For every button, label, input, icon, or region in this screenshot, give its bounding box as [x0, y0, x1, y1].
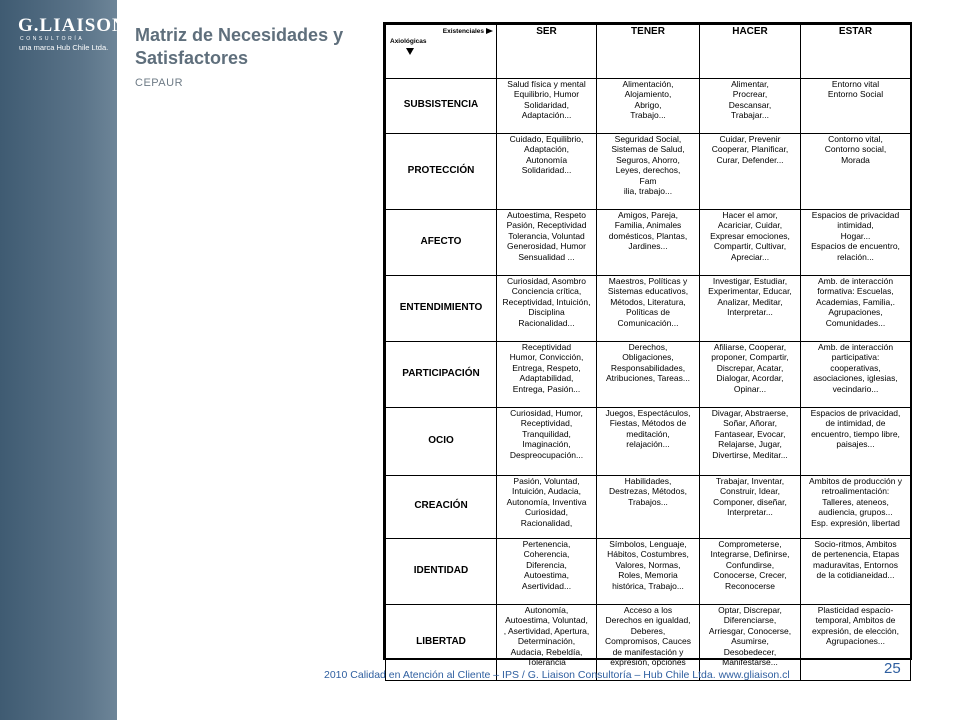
- matrix-cell: Habilidades, Destrezas, Métodos, Trabajos...: [597, 475, 700, 538]
- matrix-cell: Amb. de interacción formativa: Escuelas, Academias, Familia,. Agrupaciones, Comunidades...: [801, 275, 911, 341]
- matrix-cell: Alimentación, Alojamiento, Abrigo, Trabajo...: [597, 78, 700, 133]
- matrix-cell: Acceso a los Derechos en igualdad, Deberes, Compromisos, Cauces de manifestación y expresión, opciones: [597, 604, 700, 680]
- matrix-row: [386, 209, 911, 275]
- matrix-row: [386, 78, 911, 133]
- matrix-cell: Espacios de privacidad, de intimidad, de encuentro, tiempo libre, paisajes...: [801, 407, 911, 475]
- row-header: OCIO: [386, 407, 497, 475]
- matrix-cell: Hacer el amor, Acariciar, Cuidar, Expresar emociones, Compartir, Cultivar, Apreciar...: [700, 209, 801, 275]
- matrix-cell: Derechos, Obligaciones, Responsabilidades, Atribuciones, Tareas...: [597, 341, 700, 407]
- matrix-cell: Divagar, Abstraerse, Soñar, Añorar, Fantasear, Evocar, Relajarse, Jugar, Divertirse, Meditar...: [700, 407, 801, 475]
- column-header: TENER: [597, 25, 700, 79]
- row-header: AFECTO: [386, 209, 497, 275]
- matrix-header-row: [386, 25, 911, 79]
- footer-text: 2010 Calidad en Atención al Cliente – IPS / G. Liaison Consultoría – Hub Chile Ltda. www.gliaison.cl: [324, 669, 790, 681]
- matrix-cell: Juegos, Espectáculos, Fiestas, Métodos de meditación, relajación...: [597, 407, 700, 475]
- page-number: 25: [884, 660, 901, 677]
- row-header: PARTICIPACIÓN: [386, 341, 497, 407]
- needs-matrix-table: [385, 24, 911, 681]
- matrix-cell: Símbolos, Lenguaje, Hábitos, Costumbres, Valores, Normas, Roles, Memoria histórica, Trabajo...: [597, 538, 700, 604]
- needs-matrix: [383, 22, 912, 667]
- matrix-cell: Afiliarse, Cooperar, proponer, Compartir, Discrepar, Acatar, Dialogar, Acordar, Opinar...: [700, 341, 801, 407]
- matrix-cell: Optar, Discrepar, Diferenciarse, Arriesgar, Conocerse, Asumirse, Desobedecer, Manifestarse...: [700, 604, 801, 680]
- column-header: SER: [497, 25, 597, 79]
- slide-title: Matriz de Necesidades y Satisfactores: [135, 25, 344, 68]
- matrix-cell: Curiosidad, Asombro Conciencia crítica, Receptividad, Intuición, Disciplina Racionalidad...: [497, 275, 597, 341]
- matrix-corner-cell: [386, 25, 497, 79]
- company-logo: [18, 16, 127, 53]
- matrix-cell: Comprometerse, Integrarse, Definirse, Confundirse, Conocerse, Crecer, Reconocerse: [700, 538, 801, 604]
- matrix-cell: Trabajar, Inventar, Construir, Idear, Componer, diseñar, Interpretar...: [700, 475, 801, 538]
- matrix-cell: Autoestima, Respeto Pasión, Receptividad Tolerancia, Voluntad Generosidad, Humor Sensualidad ...: [497, 209, 597, 275]
- row-header: PROTECCIÓN: [386, 133, 497, 209]
- matrix-cell: Pertenencia, Coherencia, Diferencia, Autoestima, Asertividad...: [497, 538, 597, 604]
- matrix-cell: Pasión, Voluntad, Intuición, Audacia, Autonomía, Inventiva Curiosidad, Racionalidad,: [497, 475, 597, 538]
- matrix-cell: Entorno vital Entorno Social: [801, 78, 911, 133]
- matrix-row: [386, 133, 911, 209]
- matrix-cell: Investigar, Estudiar, Experimentar, Educar, Analizar, Meditar, Interpretar...: [700, 275, 801, 341]
- logo-tagline: CONSULTORÍA: [20, 36, 85, 42]
- slide-subtitle: CEPAUR: [135, 77, 184, 89]
- arrow-right-icon: [486, 28, 493, 34]
- matrix-cell: Espacios de privacidad intimidad, Hogar... Espacios de encuentro, relación...: [801, 209, 911, 275]
- matrix-cell: Cuidado, Equilibrio, Adaptación, Autonomía Solidaridad...: [497, 133, 597, 209]
- matrix-cell: Cuidar, Prevenir Cooperar, Planificar, Curar, Defender...: [700, 133, 801, 209]
- column-header: HACER: [700, 25, 801, 79]
- row-header: LIBERTAD: [386, 604, 497, 680]
- matrix-cell: Seguridad Social, Sistemas de Salud, Seguros, Ahorro, Leyes, derechos, Fam ilia, trabajo...: [597, 133, 700, 209]
- matrix-cell: Salud física y mental Equilibrio, Humor Solidaridad, Adaptación...: [497, 78, 597, 133]
- matrix-row: [386, 341, 911, 407]
- matrix-row: [386, 538, 911, 604]
- matrix-cell: Maestros, Políticas y Sistemas educativos, Métodos, Literatura, Políticas de Comunicación...: [597, 275, 700, 341]
- logo-brand-note: una marca Hub Chile Ltda.: [19, 43, 109, 52]
- matrix-cell: Alimentar, Procrear, Descansar, Trabajar...: [700, 78, 801, 133]
- row-header: SUBSISTENCIA: [386, 78, 497, 133]
- matrix-cell: Amigos, Pareja, Familia, Animales domésticos, Plantas, Jardines...: [597, 209, 700, 275]
- logo-wordmark: G.LIAISON: [18, 15, 127, 36]
- matrix-cell: Contorno vital, Contorno social, Morada: [801, 133, 911, 209]
- matrix-row: [386, 407, 911, 475]
- column-header: ESTAR: [801, 25, 911, 79]
- matrix-cell: Ambitos de producción y retroalimentación: Talleres, ateneos, audiencia, grupos... Esp. expresión, libertad: [801, 475, 911, 538]
- matrix-cell: Amb. de interacción participativa: cooperativas, asociaciones, iglesias, vecindario...: [801, 341, 911, 407]
- corner-axiologicas-label: Axiológicas: [390, 38, 427, 45]
- row-header: ENTENDIMIENTO: [386, 275, 497, 341]
- matrix-row: [386, 275, 911, 341]
- sidebar-band: [0, 0, 127, 720]
- matrix-cell: Autonomía, Autoestima, Voluntad, , Asertividad, Apertura, Determinación, Audacia, Rebeldía, Tolerancia: [497, 604, 597, 680]
- matrix-cell: Plasticidad espacio- temporal, Ambitos de expresión, de elección, Agrupaciones...: [801, 604, 911, 680]
- matrix-cell: Curiosidad, Humor, Receptividad, Tranquilidad, Imaginación, Despreocupación...: [497, 407, 597, 475]
- arrow-down-icon: [406, 48, 414, 55]
- corner-existenciales-label: Existenciales: [442, 28, 484, 35]
- row-header: IDENTIDAD: [386, 538, 497, 604]
- row-header: CREACIÓN: [386, 475, 497, 538]
- matrix-cell: Socio-ritmos, Ambitos de pertenencia, Etapas maduravitas, Entornos de la cotidianeidad...: [801, 538, 911, 604]
- matrix-cell: Receptividad Humor, Convicción, Entrega, Respeto, Adaptabilidad, Entrega, Pasión...: [497, 341, 597, 407]
- matrix-row: [386, 475, 911, 538]
